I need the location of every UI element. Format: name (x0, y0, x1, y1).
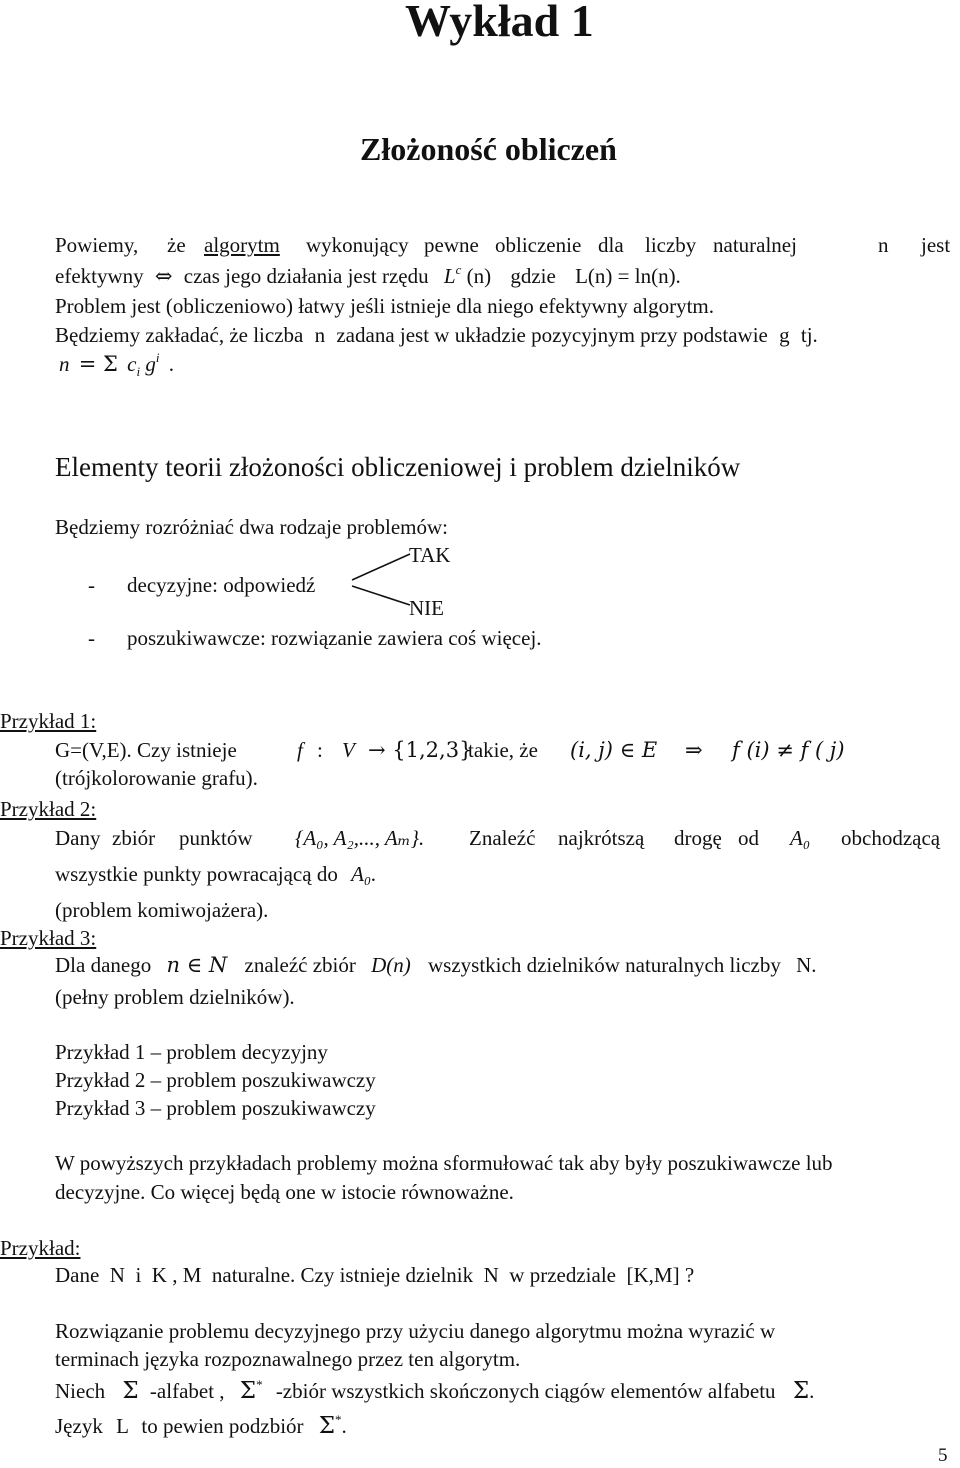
example-text: G=(V,E). Czy istnieje (55, 738, 237, 762)
example-3-line (55, 953, 817, 978)
intro-text: zadana jest w układzie pozycyjnym przy podstawie (336, 323, 768, 347)
math-L: L (116, 1414, 129, 1438)
example-text: takie, że (468, 738, 538, 762)
intro-word: liczby (645, 233, 697, 257)
answer-branch-lines (350, 552, 412, 607)
example-3-label: Przykład 3: (0, 926, 97, 950)
sigma-symbol: Σ (122, 1378, 139, 1404)
intro-efektywny: efektywny (55, 264, 144, 288)
example-text: wszystkie punkty powracającą do (55, 862, 338, 886)
problem-search-dash: - (88, 626, 95, 650)
page-number: 5 (938, 1445, 948, 1466)
example-text: obchodzącą (841, 826, 941, 850)
intro-word: obliczenie (495, 233, 582, 257)
intro-word: Powiemy, (55, 233, 139, 257)
intro-line-2 (55, 264, 681, 289)
intro-word: naturalnej (713, 233, 797, 257)
math-g: g (145, 352, 156, 376)
example-3-note: (pełny problem dzielników). (55, 985, 295, 1009)
intro-text: tj. (800, 323, 818, 347)
math-f: f (297, 738, 303, 762)
math-dot: . (168, 352, 174, 376)
paragraph-2-line-4 (55, 1413, 347, 1441)
math-formula: L(n) = ln(n). (575, 264, 681, 288)
example-text: Znaleźć (469, 826, 536, 850)
intro-word: że (167, 233, 186, 257)
math-i: i (136, 364, 141, 379)
math-codomain: → {1,2,3} (368, 738, 473, 762)
para-text: to pewien podzbiór (141, 1414, 304, 1438)
paragraph-2-line-3 (55, 1378, 814, 1406)
problem-decision: decyzyjne: odpowiedź (127, 573, 316, 597)
math-colon: : (317, 738, 323, 762)
paragraph-2-line-2: terminach języka rozpoznawalnego przez ten algorytm. (55, 1347, 521, 1371)
example-text: od (738, 826, 759, 850)
intro-word: pewne (424, 233, 479, 257)
example-text: najkrótszą (558, 826, 645, 850)
kleene-star: * (335, 1412, 342, 1427)
example-2-label: Przykład 2: (0, 797, 97, 821)
para-text: -alfabet , (149, 1379, 225, 1403)
para-text: -zbiór wszystkich skończonych ciągów elementów alfabetu (275, 1379, 776, 1403)
intro-word: n (878, 233, 889, 257)
example-2-note: (problem komiwojażera). (55, 898, 269, 922)
intro-text: Będziemy zakładać, że liczba (55, 323, 304, 347)
math-i: i (155, 350, 160, 365)
math-n: n (314, 323, 326, 347)
implies-arrow-icon: ⇒ (685, 738, 703, 762)
example-4-line: Dane N i K , M naturalne. Czy istnieje dzielnik N w przedziale [K,M] ? (55, 1263, 695, 1287)
summary-item-1: Przykład 1 – problem decyzyjny (55, 1040, 328, 1064)
sigma-symbol: Σ (318, 1413, 336, 1439)
iff-arrow-icon: ⇔ (154, 264, 173, 288)
math-point-set: {A₀, A₂,..., Aₘ}. (295, 826, 425, 850)
intro-word: jest (921, 233, 951, 257)
kleene-star: * (256, 1377, 263, 1392)
problem-search: poszukiwawcze: rozwiązanie zawiera coś więcej. (127, 626, 542, 650)
intro-line-4 (55, 323, 818, 348)
example-text: zbiór (112, 826, 156, 850)
summary-item-3: Przykład 3 – problem poszukiwawczy (55, 1096, 376, 1120)
example-1-note: (trójkolorowanie grafu). (55, 766, 258, 790)
intro-line-3: Problem jest (obliczeniowo) łatwy jeśli istnieje dla niego efektywny algorytm. (55, 294, 715, 318)
intro-text: gdzie (510, 264, 556, 288)
math-N: N. (796, 953, 817, 977)
answer-yes: TAK (409, 543, 451, 567)
example-text: Dany (55, 826, 101, 850)
math-edge: (i, j) ∈ E (570, 738, 658, 762)
math-Dn: D(n) (371, 953, 411, 977)
para-text: Język (55, 1414, 103, 1438)
math-L: L (443, 264, 456, 288)
example-text: Dla danego (55, 953, 152, 977)
intro-text: czas jego działania jest rzędu (183, 264, 429, 288)
para-dot: . (341, 1414, 347, 1438)
section-heading: Elementy teorii złożoności obliczeniowej i problem dzielników (55, 452, 741, 482)
answer-no: NIE (409, 596, 444, 620)
intro-word-algorytm: algorytm (204, 233, 280, 257)
paragraph-1-line-2: decyzyjne. Co więcej będą one w istocie równoważne. (55, 1180, 514, 1204)
para-text: Niech (55, 1379, 106, 1403)
formula-sum (59, 352, 174, 377)
page-title: Wykład 1 (405, 0, 594, 46)
paragraph-1-line-1: W powyższych przykładach problemy można sformułować tak aby były poszukiwawcze lub (55, 1151, 833, 1175)
example-text: drogę (674, 826, 722, 850)
math-c: c (127, 352, 137, 376)
math-A0: A₀. (351, 862, 377, 886)
math-n: n (59, 352, 70, 376)
paragraph-2-line-1: Rozwiązanie problemu decyzyjnego przy użyciu danego algorytmu można wyrazić w (55, 1319, 776, 1343)
math-c: c (455, 262, 462, 277)
example-2-line-2 (55, 862, 376, 887)
example-text: punktów (179, 826, 253, 850)
intro-word: dla (598, 233, 624, 257)
section-title: Złożoność obliczeń (360, 131, 617, 167)
math-inequality: f (i) ≠ f ( j) (732, 738, 845, 762)
example-4-label: Przykład: (0, 1236, 81, 1260)
example-text: wszystkich dzielników naturalnych liczby (428, 953, 781, 977)
sigma-sum: = Σ (78, 352, 118, 376)
math-A0: A₀ (790, 826, 811, 850)
sigma-symbol: Σ (792, 1378, 810, 1404)
math-g: g (779, 323, 790, 347)
math-V: V (342, 738, 355, 762)
example-1-label: Przykład 1: (0, 709, 97, 733)
problems-intro: Będziemy rozróżniać dwa rodzaje problemów: (55, 515, 449, 539)
problem-decision-dash: - (88, 573, 95, 597)
summary-item-2: Przykład 2 – problem poszukiwawczy (55, 1068, 376, 1092)
sigma-symbol: Σ (239, 1378, 257, 1404)
math-n: (n) (466, 264, 492, 288)
para-dot: . (809, 1379, 815, 1403)
math-n-in-N: n ∈ N (166, 953, 228, 977)
example-text: znaleźć zbiór (244, 953, 356, 977)
intro-word: wykonujący (306, 233, 409, 257)
